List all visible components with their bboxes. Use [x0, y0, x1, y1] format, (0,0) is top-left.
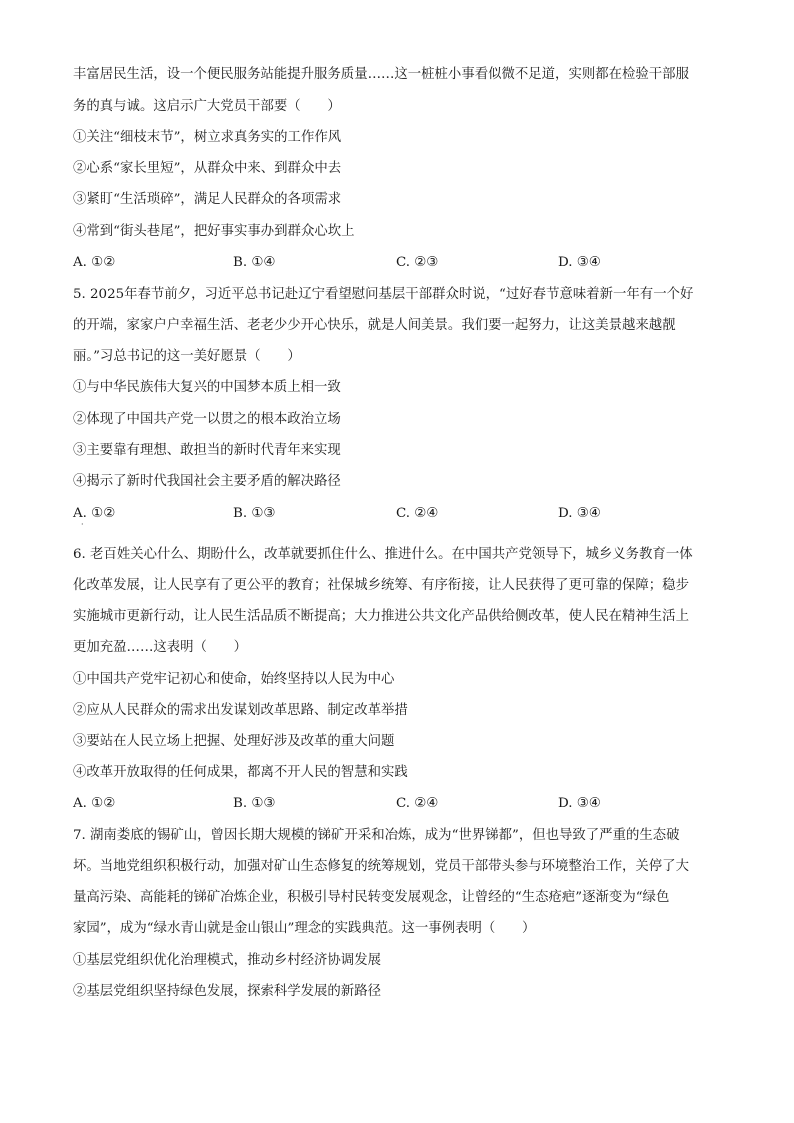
q7-stem-line-2: 坏。当地党组织积极行动，加强对矿山生态修复的统筹规划，党员干部带头参与环境整治工作，关停了大 [73, 859, 689, 874]
q4-statement-1: ①关注“细枝末节”，树立求真务实的工作作风 [73, 130, 342, 145]
q6-statement-1: ①中国共产党牢记初心和使命，始终坚持以人民为中心 [73, 672, 395, 687]
q6-option-d: D. ③④ [558, 796, 601, 811]
q6-option-a: A. ①② [73, 796, 116, 811]
q5-statement-2: ②体现了中国共产党一以贯之的根本政治立场 [73, 412, 341, 427]
q7-stem-line-1: 7. 湖南娄底的锡矿山，曾因长期大规模的锑矿开采和冶炼，成为“世界锑都”，但也导致了严重的生态破 [73, 828, 680, 843]
q6-option-c: C. ②④ [396, 796, 439, 811]
q5-stem-line-2: 的开端，家家户户幸福生活、老老少少开心快乐，就是人间美景。我们要一起努力，让这美景越来越靓 [73, 318, 676, 333]
q7-stem-line-4: 家园”，成为“绿水青山就是金山银山”理念的实践典范。这一事例表明（ ） [73, 921, 536, 936]
q4-statement-2: ②心系“家长里短”，从群众中来、到群众中去 [73, 161, 342, 176]
q6-stem-line-1: 6. 老百姓关心什么、期盼什么，改革就要抓住什么、推进什么。在中国共产党领导下，城乡义务教育一体 [73, 547, 693, 562]
q4-option-b: B. ①④ [233, 255, 276, 270]
q7-statement-1: ①基层党组织优化治理模式，推动乡村经济协调发展 [73, 953, 381, 968]
q5-option-c: C. ②④ [396, 506, 439, 521]
q4-stem-line-2: 务的真与诚。这启示广大党员干部要（ ） [73, 99, 341, 114]
q4-option-d: D. ③④ [558, 255, 601, 270]
q5-option-b: B. ①③ [233, 506, 276, 521]
q4-option-a: A. ①② [73, 255, 116, 270]
q6-option-b: B. ①③ [233, 796, 276, 811]
q4-stem-line-1: 丰富居民生活，设一个便民服务站能提升服务质量……这一桩桩小事看似微不足道，实则都在检验干部服 [73, 67, 689, 82]
stray-dot-mark: · [81, 520, 84, 529]
q6-statement-4: ④改革开放取得的任何成果，都离不开人民的智慧和实践 [73, 765, 408, 780]
q5-stem-line-3: 丽。”习总书记的这一美好愿景（ ） [73, 349, 301, 364]
q7-stem-line-3: 量高污染、高能耗的锑矿冶炼企业，积极引导村民转变发展观念，让曾经的“生态疮疤”逐渐变为“绿色 [73, 890, 670, 905]
q4-statement-3: ③紧盯“生活琐碎”，满足人民群众的各项需求 [73, 192, 342, 207]
q5-statement-3: ③主要靠有理想、敢担当的新时代青年来实现 [73, 443, 341, 458]
q4-statement-4: ④常到“街头巷尾”，把好事实事办到群众心坎上 [73, 224, 355, 239]
q6-stem-line-4: 更加充盈……这表明（ ） [73, 640, 248, 655]
q5-stem-line-1: 5. 2025年春节前夕，习近平总书记赴辽宁看望慰问基层干部群众时说，“过好春节意味着新一年有一个好 [73, 287, 694, 302]
q4-option-c: C. ②③ [396, 255, 439, 270]
q6-stem-line-2: 化改革发展，让人民享有了更公平的教育；社保城乡统筹、有序衔接，让人民获得了更可靠的保障；稳步 [73, 578, 689, 593]
q5-statement-1: ①与中华民族伟大复兴的中国梦本质上相一致 [73, 380, 341, 395]
q7-statement-2: ②基层党组织坚持绿色发展，探索科学发展的新路径 [73, 984, 381, 999]
q5-statement-4: ④揭示了新时代我国社会主要矛盾的解决路径 [73, 474, 341, 489]
q5-option-d: D. ③④ [558, 506, 601, 521]
q6-statement-3: ③要站在人民立场上把握、处理好涉及改革的重大问题 [73, 734, 395, 749]
q5-option-a: A. ①② [73, 506, 116, 521]
q6-stem-line-3: 实施城市更新行动，让人民生活品质不断提高；大力推进公共文化产品供给侧改革，使人民在精神生活上 [73, 609, 689, 624]
q6-statement-2: ②应从人民群众的需求出发谋划改革思路、制定改革举措 [73, 703, 408, 718]
